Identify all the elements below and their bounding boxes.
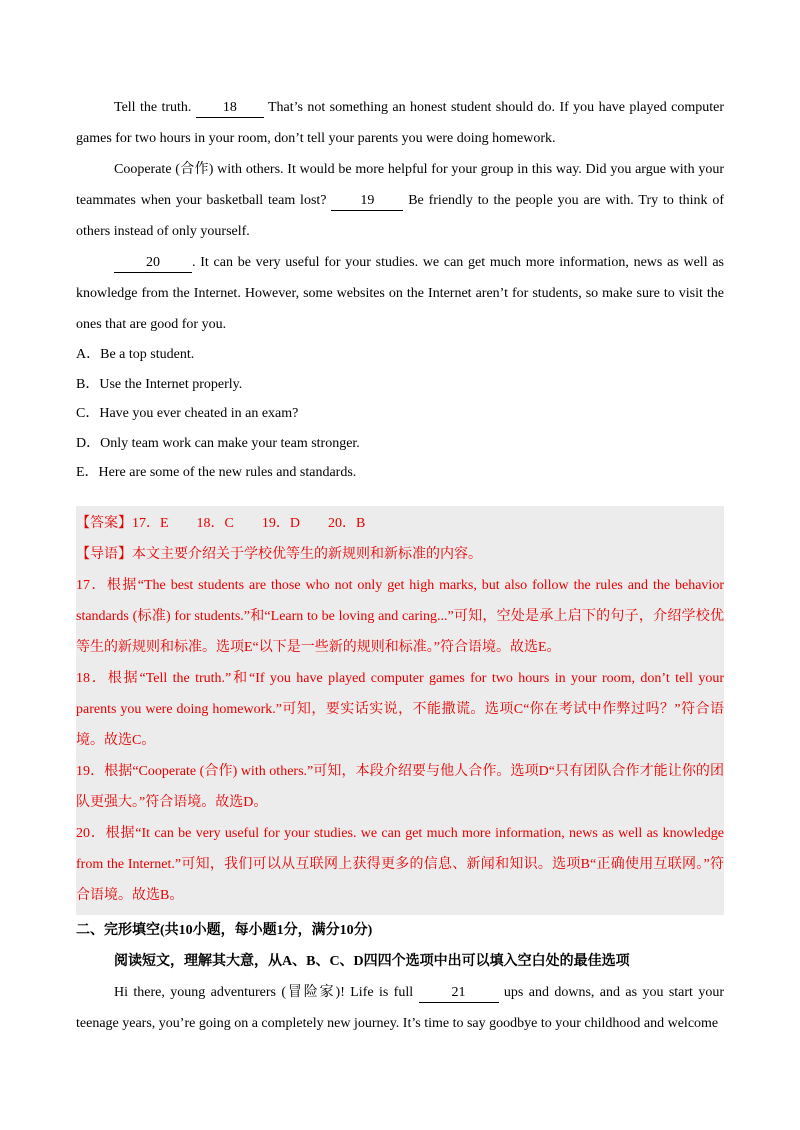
- answer-label: 【答案】: [76, 515, 132, 531]
- guide-line: [76, 539, 724, 570]
- paragraph-text: Hi there, young adventurers (冒险家)! Life is full: [114, 984, 419, 1000]
- section-instruction: 阅读短文，理解其大意，从A、B、C、D四四个选项中出可以填入空白处的最佳选项: [114, 953, 630, 969]
- explanation-19: 19．根据“Cooperate (合作) with others.”可知，本段介绍要与他人合作。选项D“只有团队合作才能让你的团队更强大。”符合语境。故选D。: [76, 763, 724, 810]
- paragraph-text: ups and downs, and as you start your teenage years, you’re going on a completely new journey. It’s time to say goodbye to your childhood and welcome: [76, 984, 724, 1031]
- option-e: E．Here are some of the new rules and standards.: [76, 465, 357, 480]
- paragraph-text: That’s not something an honest student should do. If you have played computer games for two hours in your room, don’t tell your parents you were doing homework.: [76, 100, 724, 146]
- paragraph-text: Tell the truth.: [114, 100, 196, 115]
- answer-line: [76, 508, 724, 539]
- paragraph-text: Be friendly to the people you are with. Try to think of others instead of only yourself.: [76, 193, 724, 239]
- option-c: C．Have you ever cheated in an exam?: [76, 406, 299, 421]
- option-d: D．Only team work can make your team stronger.: [76, 435, 360, 451]
- blank-21: 21: [419, 984, 499, 1003]
- option-list: [76, 340, 724, 488]
- section-heading: 二、完形填空(共10小题，每小题1分，满分10分): [76, 922, 373, 938]
- paragraph-text: . It can be very useful for your studies. we can get much more information, news as well as knowledge from the Internet. However, some websites on the Internet aren’t for students, so make sure to visit the ones that are good for you.: [76, 255, 724, 332]
- paragraph-truth: [76, 92, 724, 154]
- guide-text: 本文主要介绍关于学校优等生的新规则和新标准的内容。: [132, 546, 482, 562]
- blank-18: 18: [196, 99, 264, 118]
- explanation-17: 17．根据“The best students are those who not only get high marks, but also follow the rules and the behavior standards (标准) for students.”和“Learn to be loving and caring...”可知，空处是承上启下的句子，介绍学校优等生的新规则和标准。选项E“以下是一些新的规则和标准。”符合语境。故选E。: [76, 577, 724, 655]
- explanation-20: 20．根据“It can be very useful for your studies. we can get much more information, news as well as knowledge from the Internet.”可知，我们可以从互联网上获得更多的信息、新闻和知识。选项B“正确使用互联网。”符合语境。故选B。: [76, 825, 724, 903]
- answer-key: 17．E 18．C 19．D 20．B: [132, 515, 366, 531]
- answer-section: [76, 506, 724, 915]
- blank-20: 20: [114, 254, 192, 273]
- paragraph-cooperate: [76, 154, 724, 247]
- blank-19: 19: [331, 192, 403, 211]
- explanation-18: 18．根据“Tell the truth.”和“If you have played computer games for two hours in your room, don’t tell your parents you were doing homework.”可知，要实话实说，不能撒谎。选项C“你在考试中作弊过吗？”符合语境。故选C。: [76, 670, 724, 748]
- option-b: B．Use the Internet properly.: [76, 376, 243, 392]
- guide-label: 【导语】: [76, 546, 132, 562]
- option-a: A．Be a top student.: [76, 347, 195, 362]
- paragraph-text: Cooperate (合作) with others. It would be more helpful for your group in this way. Did you argue with your teammates when your basketball team lost?: [76, 162, 724, 208]
- page-content: [76, 92, 724, 1039]
- paragraph-internet: [76, 247, 724, 340]
- cloze-paragraph: [76, 977, 724, 1039]
